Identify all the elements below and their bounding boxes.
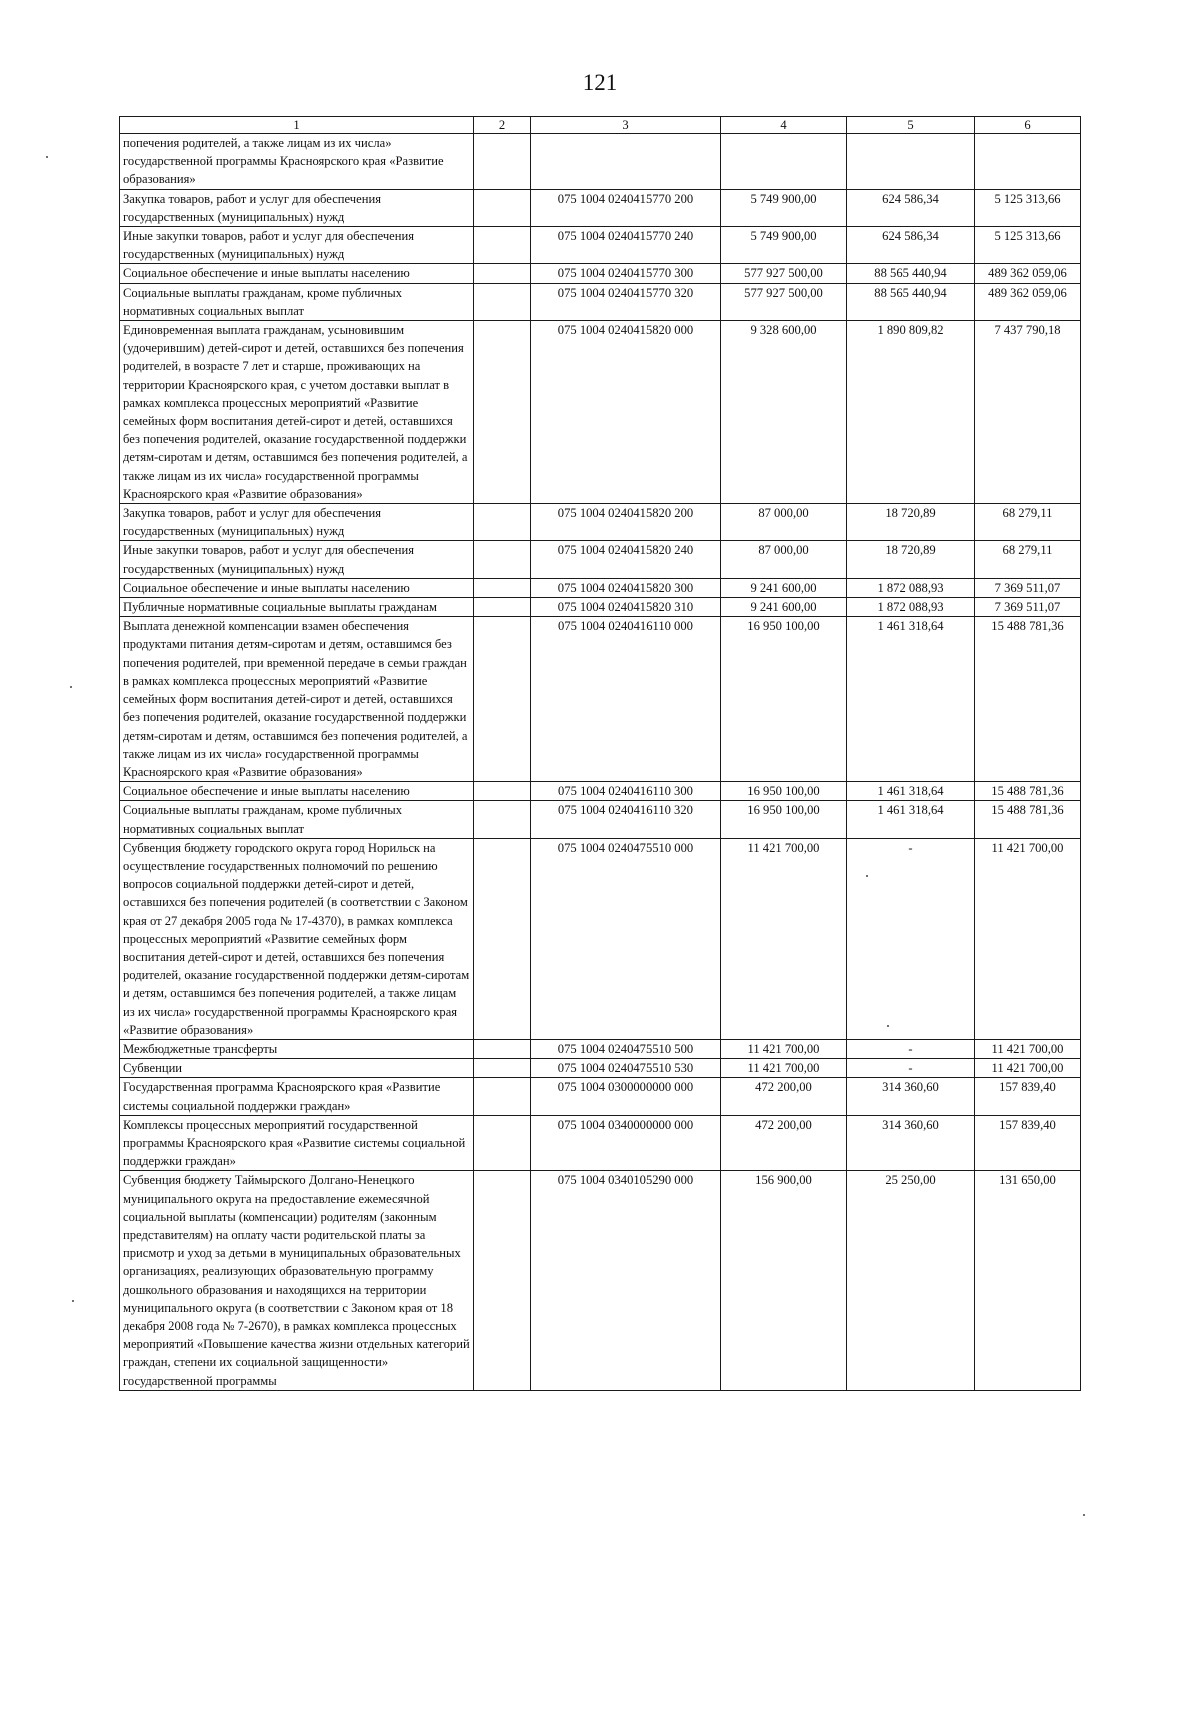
- row-name-cell: Социальное обеспечение и иные выплаты населению: [120, 782, 474, 801]
- budget-table: [119, 116, 1081, 1391]
- row-amount-executed-cell: -: [847, 838, 975, 1039]
- row-col2-cell: [474, 283, 531, 320]
- scan-speck: [46, 156, 48, 158]
- row-code-cell: 075 1004 0240415770 200: [531, 189, 721, 226]
- row-code-cell: 075 1004 0240415770 320: [531, 283, 721, 320]
- row-code-cell: 075 1004 0240415820 200: [531, 504, 721, 541]
- table-row: [120, 598, 1081, 617]
- row-col2-cell: [474, 264, 531, 283]
- row-amount-planned-cell: 472 200,00: [721, 1115, 847, 1171]
- row-amount-planned-cell: 87 000,00: [721, 504, 847, 541]
- column-header-6: 6: [975, 117, 1081, 134]
- scan-speck: [1083, 1514, 1085, 1516]
- row-amount-planned-cell: 16 950 100,00: [721, 801, 847, 838]
- row-amount-remaining-cell: 68 279,11: [975, 541, 1081, 578]
- table-row: [120, 782, 1081, 801]
- row-amount-executed-cell: 25 250,00: [847, 1171, 975, 1390]
- row-code-cell: 075 1004 0240475510 000: [531, 838, 721, 1039]
- row-amount-executed-cell: -: [847, 1039, 975, 1058]
- row-amount-planned-cell: 11 421 700,00: [721, 1059, 847, 1078]
- row-amount-remaining-cell: 5 125 313,66: [975, 189, 1081, 226]
- row-amount-executed-cell: 314 360,60: [847, 1078, 975, 1115]
- scan-speck: [887, 1025, 889, 1027]
- row-amount-remaining-cell: 15 488 781,36: [975, 801, 1081, 838]
- table-row: [120, 1039, 1081, 1058]
- column-header-1: 1: [120, 117, 474, 134]
- row-col2-cell: [474, 782, 531, 801]
- row-amount-executed-cell: 88 565 440,94: [847, 283, 975, 320]
- row-amount-remaining-cell: 5 125 313,66: [975, 227, 1081, 264]
- row-code-cell: 075 1004 0240415820 000: [531, 321, 721, 504]
- column-header-5: 5: [847, 117, 975, 134]
- row-amount-executed-cell: 1 890 809,82: [847, 321, 975, 504]
- row-amount-remaining-cell: 157 839,40: [975, 1078, 1081, 1115]
- row-code-cell: 075 1004 0240415820 240: [531, 541, 721, 578]
- row-col2-cell: [474, 321, 531, 504]
- row-name-cell: Социальное обеспечение и иные выплаты населению: [120, 578, 474, 597]
- row-amount-remaining-cell: 15 488 781,36: [975, 617, 1081, 782]
- row-col2-cell: [474, 838, 531, 1039]
- page-number: 121: [582, 70, 618, 95]
- row-name-cell: Государственная программа Красноярского края «Развитие системы социальной поддержки граждан»: [120, 1078, 474, 1115]
- row-amount-remaining-cell: 15 488 781,36: [975, 782, 1081, 801]
- row-amount-executed-cell: 624 586,34: [847, 227, 975, 264]
- row-name-cell: Иные закупки товаров, работ и услуг для обеспечения государственных (муниципальных) нужд: [120, 541, 474, 578]
- row-name-cell: Закупка товаров, работ и услуг для обеспечения государственных (муниципальных) нужд: [120, 189, 474, 226]
- row-amount-executed-cell: 1 461 318,64: [847, 782, 975, 801]
- row-name-cell: Социальные выплаты гражданам, кроме публичных нормативных социальных выплат: [120, 801, 474, 838]
- row-name-cell: Социальное обеспечение и иные выплаты населению: [120, 264, 474, 283]
- row-amount-planned-cell: 5 749 900,00: [721, 189, 847, 226]
- row-col2-cell: [474, 598, 531, 617]
- table-row: [120, 1059, 1081, 1078]
- row-amount-remaining-cell: 7 369 511,07: [975, 578, 1081, 597]
- row-code-cell: 075 1004 0240416110 000: [531, 617, 721, 782]
- row-amount-remaining-cell: 489 362 059,06: [975, 264, 1081, 283]
- row-name-cell: Иные закупки товаров, работ и услуг для обеспечения государственных (муниципальных) нужд: [120, 227, 474, 264]
- row-col2-cell: [474, 541, 531, 578]
- row-amount-remaining-cell: 11 421 700,00: [975, 838, 1081, 1039]
- table-row: [120, 838, 1081, 1039]
- row-name-cell: Выплата денежной компенсации взамен обеспечения продуктами питания детям-сиротам и детям, оставшимся без попечения родителей, при временной передаче в семьи граждан в рамках комплекса процессных мероприятий «Развитие семейных форм воспитания детей-сирот и детей, оставшихся без попечения родителей, оказание государственной поддержки детям-сиротам и детям, оставшимся без попечения родителей, а также лицам из их числа» государственной программы Красноярского края «Развитие образования»: [120, 617, 474, 782]
- row-code-cell: 075 1004 0240415770 240: [531, 227, 721, 264]
- row-amount-remaining-cell: 11 421 700,00: [975, 1039, 1081, 1058]
- table-row: [120, 504, 1081, 541]
- row-name-cell: Межбюджетные трансферты: [120, 1039, 474, 1058]
- table-row: [120, 321, 1081, 504]
- row-amount-remaining-cell: 489 362 059,06: [975, 283, 1081, 320]
- table-row: [120, 1171, 1081, 1390]
- row-name-cell: Социальные выплаты гражданам, кроме публичных нормативных социальных выплат: [120, 283, 474, 320]
- row-col2-cell: [474, 1115, 531, 1171]
- table-row: [120, 264, 1081, 283]
- row-col2-cell: [474, 504, 531, 541]
- row-amount-executed-cell: [847, 134, 975, 190]
- row-code-cell: 075 1004 0240475510 500: [531, 1039, 721, 1058]
- row-amount-executed-cell: 1 461 318,64: [847, 617, 975, 782]
- row-amount-planned-cell: 156 900,00: [721, 1171, 847, 1390]
- row-name-cell: Единовременная выплата гражданам, усыновившим (удочерившим) детей-сирот и детей, оставшихся без попечения родителей, в возрасте 7 лет и старше, проживающих на территории Красноярского края, с учетом доставки выплат в рамках комплекса процессных мероприятий «Развитие семейных форм воспитания детей-сирот и детей, оставшихся без попечения родителей, оказание государственной поддержки детям-сиротам и детям, оставшимся без попечения родителей, а также лицам из их числа» государственной программы Красноярского края «Развитие образования»: [120, 321, 474, 504]
- row-col2-cell: [474, 227, 531, 264]
- row-col2-cell: [474, 1078, 531, 1115]
- budget-table-body: [120, 117, 1081, 1391]
- row-amount-remaining-cell: 157 839,40: [975, 1115, 1081, 1171]
- row-code-cell: 075 1004 0240416110 300: [531, 782, 721, 801]
- row-amount-executed-cell: 314 360,60: [847, 1115, 975, 1171]
- row-name-cell: Публичные нормативные социальные выплаты гражданам: [120, 598, 474, 617]
- table-row: [120, 801, 1081, 838]
- row-col2-cell: [474, 1059, 531, 1078]
- table-row: [120, 189, 1081, 226]
- row-col2-cell: [474, 189, 531, 226]
- table-row: [120, 617, 1081, 782]
- row-amount-executed-cell: 1 872 088,93: [847, 598, 975, 617]
- row-amount-planned-cell: 87 000,00: [721, 541, 847, 578]
- scan-speck: [70, 686, 72, 688]
- row-col2-cell: [474, 617, 531, 782]
- row-col2-cell: [474, 1171, 531, 1390]
- row-amount-planned-cell: [721, 134, 847, 190]
- row-amount-executed-cell: 1 461 318,64: [847, 801, 975, 838]
- row-amount-planned-cell: 5 749 900,00: [721, 227, 847, 264]
- column-header-2: 2: [474, 117, 531, 134]
- table-row: [120, 1115, 1081, 1171]
- row-amount-planned-cell: 16 950 100,00: [721, 782, 847, 801]
- row-code-cell: 075 1004 0240415820 310: [531, 598, 721, 617]
- row-code-cell: 075 1004 0240475510 530: [531, 1059, 721, 1078]
- row-amount-executed-cell: 18 720,89: [847, 504, 975, 541]
- row-name-cell: попечения родителей, а также лицам из их числа» государственной программы Красноярского края «Развитие образования»: [120, 134, 474, 190]
- row-col2-cell: [474, 134, 531, 190]
- row-amount-remaining-cell: 7 369 511,07: [975, 598, 1081, 617]
- table-row: [120, 578, 1081, 597]
- row-code-cell: 075 1004 0340105290 000: [531, 1171, 721, 1390]
- row-amount-remaining-cell: 7 437 790,18: [975, 321, 1081, 504]
- table-row: [120, 134, 1081, 190]
- column-header-3: 3: [531, 117, 721, 134]
- row-amount-planned-cell: 577 927 500,00: [721, 264, 847, 283]
- row-amount-remaining-cell: 11 421 700,00: [975, 1059, 1081, 1078]
- row-code-cell: 075 1004 0240415770 300: [531, 264, 721, 283]
- column-header-4: 4: [721, 117, 847, 134]
- row-amount-executed-cell: 1 872 088,93: [847, 578, 975, 597]
- row-name-cell: Субвенция бюджету Таймырского Долгано-Ненецкого муниципального округа на предоставление ежемесячной социальной выплаты (компенсации) родителям (законным представителям) на оплату части родительской платы за присмотр и уход за детьми в муниципальных образовательных организациях, реализующих образовательную программу дошкольного образования и находящихся на территории муниципального округа (в соответствии с Законом края от 18 декабря 2008 года № 7-2670), в рамках комплекса процессных мероприятий «Повышение качества жизни отдельных категорий граждан, степени их социальной защищенности» государственной программы: [120, 1171, 474, 1390]
- row-amount-planned-cell: 9 241 600,00: [721, 578, 847, 597]
- row-amount-executed-cell: -: [847, 1059, 975, 1078]
- row-amount-planned-cell: 9 328 600,00: [721, 321, 847, 504]
- row-name-cell: Закупка товаров, работ и услуг для обеспечения государственных (муниципальных) нужд: [120, 504, 474, 541]
- row-code-cell: 075 1004 0240415820 300: [531, 578, 721, 597]
- row-name-cell: Субвенция бюджету городского округа город Норильск на осуществление государственных полномочий по решению вопросов социальной поддержки детей-сирот и детей, оставшихся без попечения родителей (в соответствии с Законом края от 27 декабря 2005 года № 17-4370), в рамках комплекса процессных мероприятий «Развитие семейных форм воспитания детей-сирот и детей, оставшихся без попечения родителей, оказание государственной поддержки детям-сиротам и детям, оставшимся без попечения родителей, а также лицам из их числа» государственной программы Красноярского края «Развитие образования»: [120, 838, 474, 1039]
- column-number-header-row: [120, 117, 1081, 134]
- row-amount-remaining-cell: 68 279,11: [975, 504, 1081, 541]
- row-amount-planned-cell: 11 421 700,00: [721, 1039, 847, 1058]
- scan-speck: [72, 1300, 74, 1302]
- row-name-cell: Субвенции: [120, 1059, 474, 1078]
- row-col2-cell: [474, 1039, 531, 1058]
- row-col2-cell: [474, 578, 531, 597]
- row-amount-executed-cell: 18 720,89: [847, 541, 975, 578]
- scan-speck: [866, 875, 868, 877]
- row-amount-executed-cell: 88 565 440,94: [847, 264, 975, 283]
- row-code-cell: [531, 134, 721, 190]
- row-amount-planned-cell: 9 241 600,00: [721, 598, 847, 617]
- table-row: [120, 541, 1081, 578]
- row-code-cell: 075 1004 0240416110 320: [531, 801, 721, 838]
- row-amount-executed-cell: 624 586,34: [847, 189, 975, 226]
- row-amount-remaining-cell: 131 650,00: [975, 1171, 1081, 1390]
- table-row: [120, 283, 1081, 320]
- row-code-cell: 075 1004 0300000000 000: [531, 1078, 721, 1115]
- row-amount-planned-cell: 577 927 500,00: [721, 283, 847, 320]
- row-name-cell: Комплексы процессных мероприятий государственной программы Красноярского края «Развитие системы социальной поддержки граждан»: [120, 1115, 474, 1171]
- row-amount-planned-cell: 16 950 100,00: [721, 617, 847, 782]
- row-amount-planned-cell: 11 421 700,00: [721, 838, 847, 1039]
- row-col2-cell: [474, 801, 531, 838]
- row-amount-remaining-cell: [975, 134, 1081, 190]
- table-row: [120, 1078, 1081, 1115]
- row-amount-planned-cell: 472 200,00: [721, 1078, 847, 1115]
- table-row: [120, 227, 1081, 264]
- row-code-cell: 075 1004 0340000000 000: [531, 1115, 721, 1171]
